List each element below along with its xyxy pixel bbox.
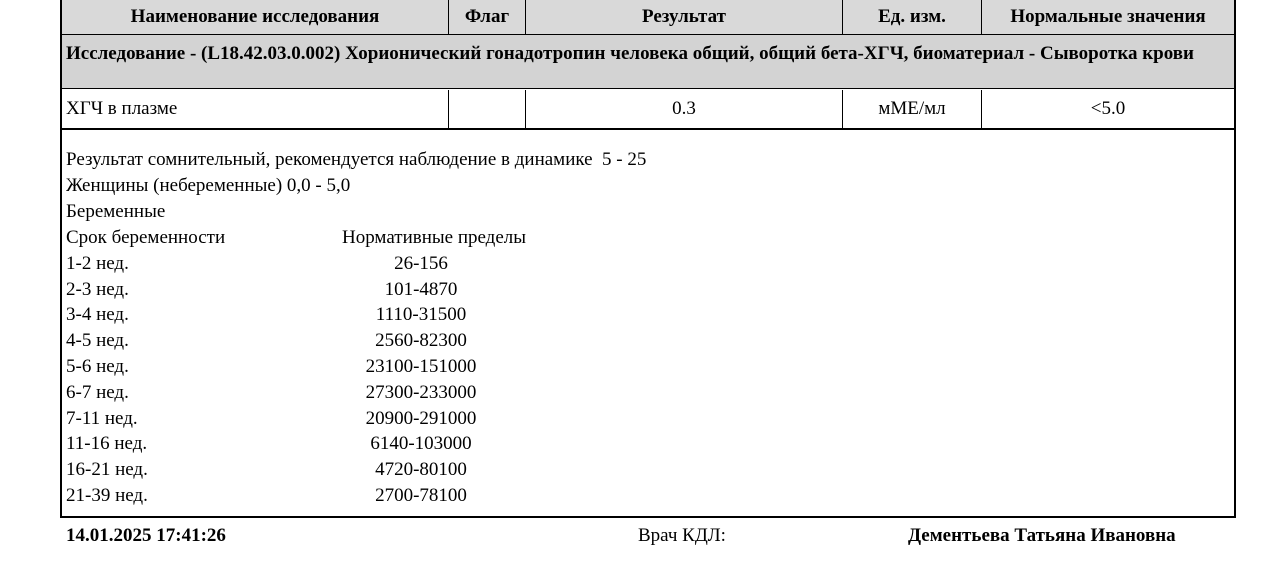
table-header <box>62 0 1234 35</box>
list-item <box>66 380 646 406</box>
pregnancy-term: 3-4 нед. <box>66 304 129 326</box>
doctor-label: Врач КДЛ: <box>638 525 726 546</box>
doctor-name: Дементьева Татьяна Ивановна <box>908 525 1176 546</box>
list-item <box>66 431 646 457</box>
pregnancy-term: 1-2 нед. <box>66 252 129 274</box>
pregnancy-term: 6-7 нед. <box>66 381 129 403</box>
pregnancy-table-header <box>66 225 646 251</box>
pregnancy-range: 20900-291000 <box>365 407 477 429</box>
list-item <box>66 406 646 432</box>
results-table <box>60 0 1236 518</box>
result-comment <box>66 147 646 509</box>
pregnancy-term: 2-3 нед. <box>66 278 129 300</box>
limits-header: Нормативные пределы <box>342 227 527 248</box>
header-result: Результат <box>526 0 843 34</box>
study-title: Исследование - (L18.42.03.0.002) Хорионический гонадотропин человека общий, общий бета-ХГЧ, биоматериал - Сыворотка крови <box>62 35 1234 89</box>
pregnancy-range: 27300-233000 <box>365 381 477 403</box>
cell-test-name: ХГЧ в плазме <box>62 90 449 128</box>
comment-line: Беременные <box>66 201 166 222</box>
pregnancy-range: 2700-78100 <box>375 484 467 506</box>
pregnancy-range: 26-156 <box>394 252 448 274</box>
header-flag: Флаг <box>449 0 526 34</box>
pregnancy-range: 101-4870 <box>384 278 458 300</box>
list-item <box>66 354 646 380</box>
list-item <box>66 328 646 354</box>
table-row <box>62 90 1234 130</box>
comment-line: Женщины (небеременные) 0,0 - 5,0 <box>66 175 351 196</box>
pregnancy-range: 4720-80100 <box>375 459 467 481</box>
pregnancy-term: 21-39 нед. <box>66 484 148 506</box>
pregnancy-term: 16-21 нед. <box>66 459 148 481</box>
cell-normal-value: <5.0 <box>1090 98 1126 119</box>
list-item <box>66 457 646 483</box>
pregnancy-range: 2560-82300 <box>375 330 467 352</box>
pregnancy-range: 1110-31500 <box>375 304 467 326</box>
list-item <box>66 483 646 509</box>
pregnancy-term: 7-11 нед. <box>66 407 138 429</box>
pregnancy-term: 5-6 нед. <box>66 355 129 377</box>
pregnancy-range: 6140-103000 <box>370 433 472 455</box>
cell-result: 0.3 <box>526 90 843 128</box>
pregnancy-term: 4-5 нед. <box>66 330 129 352</box>
header-normal-values: Нормальные значения <box>1010 6 1206 27</box>
list-item <box>66 302 646 328</box>
pregnancy-range: 23100-151000 <box>365 355 477 377</box>
pregnancy-term: 11-16 нед. <box>66 433 148 455</box>
cell-flag <box>449 90 526 128</box>
report-datetime: 14.01.2025 17:41:26 <box>66 525 226 546</box>
pregnancy-reference-table <box>66 225 646 509</box>
term-header: Срок беременности <box>66 227 226 248</box>
header-study-name: Наименование исследования <box>62 0 449 34</box>
list-item <box>66 251 646 277</box>
list-item <box>66 277 646 303</box>
comment-line: Результат сомнительный, рекомендуется наблюдение в динамике 5 - 25 <box>66 149 647 170</box>
cell-unit: мМЕ/мл <box>843 90 982 128</box>
header-unit: Ед. изм. <box>843 0 982 34</box>
